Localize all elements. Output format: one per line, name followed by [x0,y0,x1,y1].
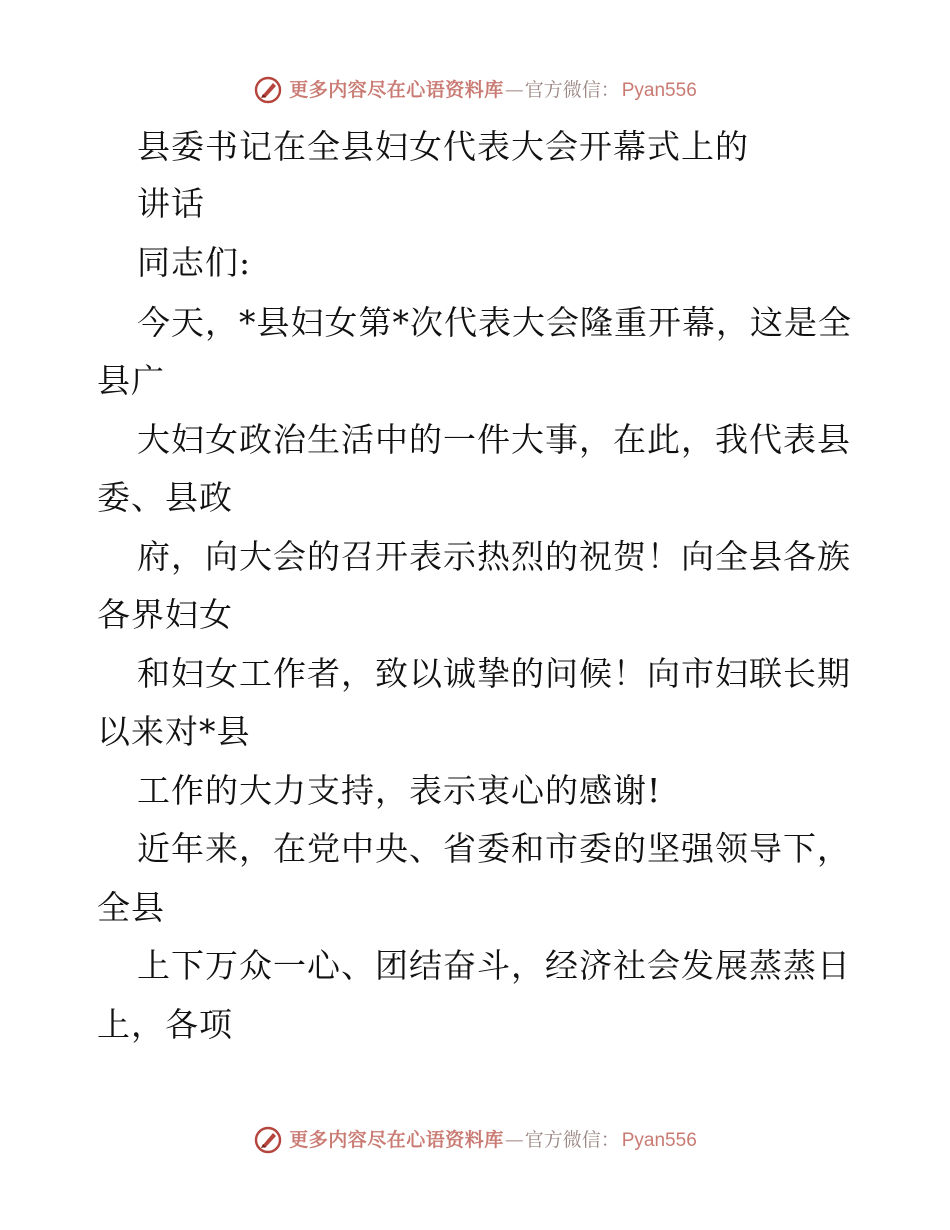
watermark-dash: — [504,78,524,101]
doc-line: 上下万众一心、团结奋斗，经济社会发展蒸蒸日 [137,946,851,985]
watermark-wechat-id: Pyan556 [621,79,697,101]
pen-seal-icon [253,75,283,105]
watermark-wechat-id: Pyan556 [621,1129,697,1151]
doc-line: 府，向大会的召开表示热烈的祝贺！向全县各族 [137,537,851,576]
doc-line: 县广 [97,361,165,400]
watermark-official-label: 官方微信： [524,1128,620,1151]
doc-line: 委、县政 [97,478,233,517]
doc-title-line-cont: 讲话 [137,184,205,223]
doc-line: 今天，*县妇女第*次代表大会隆重开幕，这是全 [137,303,852,342]
pen-seal-icon [253,1125,283,1155]
doc-line: 近年来，在党中央、省委和市委的坚强领导下， [137,829,851,868]
doc-line: 上，各项 [97,1005,233,1044]
watermark-text: 更多内容尽在心语资料库 [289,78,504,101]
footer-watermark [0,1120,950,1160]
doc-line: 全县 [97,888,165,927]
doc-line: 工作的大力支持，表示衷心的感谢! [137,771,662,810]
header-watermark [0,70,950,110]
doc-line: 以来对*县 [97,712,251,751]
doc-line: 大妇女政治生活中的一件大事，在此，我代表县 [137,420,851,459]
doc-line: 各界妇女 [97,595,233,634]
watermark-dash: — [504,1128,524,1151]
watermark-text: 更多内容尽在心语资料库 [289,1128,504,1151]
doc-line: 和妇女工作者，致以诚挚的问候！向市妇联长期 [137,654,851,693]
watermark-official-label: 官方微信： [524,78,620,101]
doc-title-line: 县委书记在全县妇女代表大会开幕式上的 [137,127,749,166]
doc-salutation: 同志们: [137,243,252,282]
